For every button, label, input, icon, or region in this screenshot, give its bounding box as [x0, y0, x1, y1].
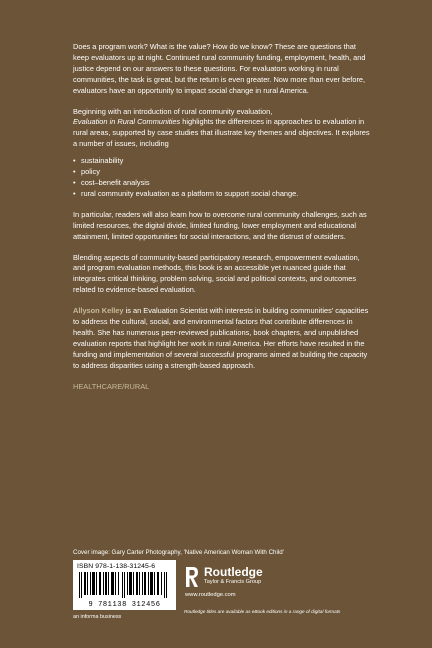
- issues-list: [73, 156, 373, 200]
- isbn-barcode: [73, 560, 176, 610]
- publisher-logo: [184, 566, 354, 594]
- intro-paragraph: Does a program work? What is the value? How do we know? These are questions that keep evaluators up at night. Continued rural community funding, employment, health, and justice depend on our answers to these questions. For evaluators working in rural communities, the task is great, but the return is even greater. Now more than ever before, evaluators have an opportunity to impact social change in rural America.: [73, 42, 366, 95]
- book-title: Evaluation in Rural Communities: [73, 117, 181, 127]
- publisher-group: Taylor & Francis Group: [204, 579, 262, 585]
- list-item: • rural community evaluation as a platform to support social change.: [73, 189, 373, 200]
- publisher-name: Routledge: [204, 565, 263, 579]
- book-paragraph-rest: highlights the differences in approaches to evaluation in rural areas, supported by case studies that illustrate key themes and objectives. It explores a number of issues, including: [73, 117, 370, 149]
- author-bio-text: is an Evaluation Scientist with interests in building communities' capacities to address the cultural, social, and environmental factors that contribute differences in health. She has numerous peer-reviewed publications, book chapters, and unpublished evaluation reports that highlight her work in rural America. Her efforts have resulted in the funding and implementation of several successful programs aimed at building the capacity to address disparities using a strength-based approach.: [73, 306, 369, 370]
- challenges-paragraph: In particular, readers will also learn how to overcome rural community challenges, such as limited resources, the digital divide, limited funding, lower employment and educational attainment, limited opportunities for social interactions, and the distrust of outsiders.: [73, 209, 367, 241]
- blending-paragraph: Blending aspects of community-based participatory research, empowerment evaluation, and program evaluation methods, this book is an accessible yet nuanced guide that integrates critical thinking, problem solving, social and political contexts, and outcomes related to evidence-based evaluation.: [73, 252, 360, 295]
- book-paragraph-lead: Beginning with an introduction of rural community evaluation,: [73, 106, 273, 116]
- blurb-text: [73, 42, 373, 392]
- publisher-url: www.routledge.com: [185, 592, 236, 598]
- list-item: • policy: [73, 167, 373, 178]
- routledge-logo-icon: [184, 566, 200, 588]
- informa-business: an informa business: [73, 614, 122, 620]
- list-item: • sustainability: [73, 156, 373, 167]
- isbn-label: ISBN 978-1-138-31245-6: [77, 563, 156, 570]
- list-item: • cost–benefit analysis: [73, 178, 373, 189]
- subject-category: HEALTHCARE/RURAL: [73, 381, 150, 391]
- barcode-digits: 9 781138 312456: [88, 601, 161, 609]
- book-paragraph: [73, 107, 373, 151]
- ebook-note: Routledge titles are available as eBook editions in a range of digital formats: [184, 609, 341, 614]
- barcode-icon: [77, 572, 172, 598]
- author-bio: [73, 306, 373, 371]
- cover-credit: Cover image: Gary Carter Photography, 'Native American Woman With Child': [73, 549, 284, 556]
- author-name: Allyson Kelley: [73, 306, 124, 316]
